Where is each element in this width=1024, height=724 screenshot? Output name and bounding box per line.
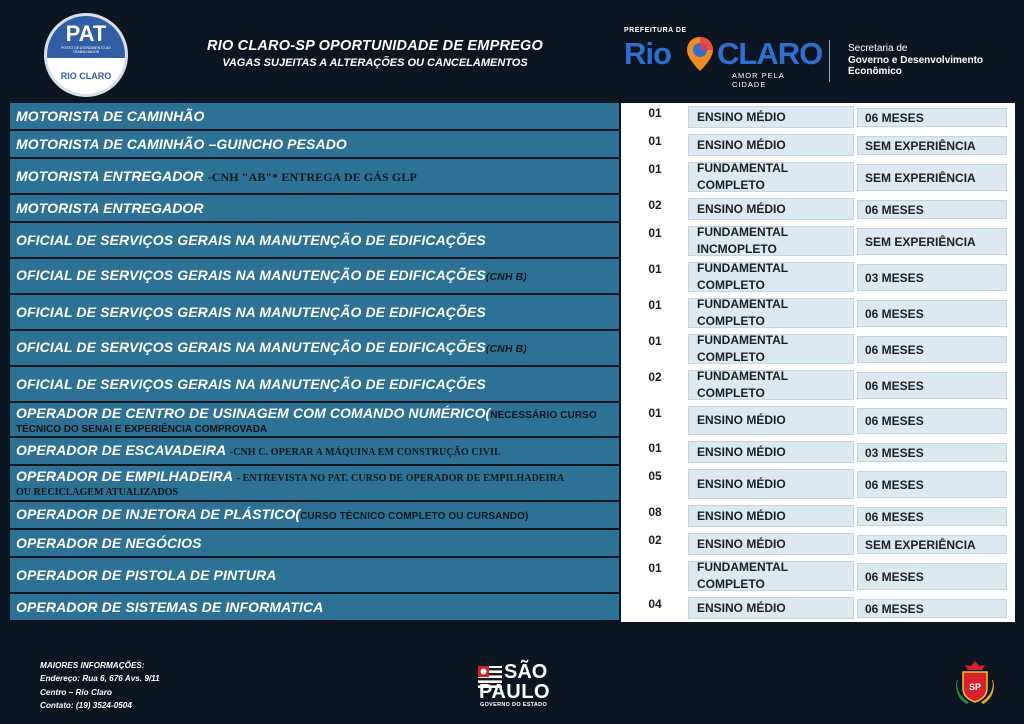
job-experience: 03 MESES (857, 264, 1007, 291)
table-row (10, 103, 1015, 131)
job-experience: 06 MESES (857, 372, 1007, 399)
job-title: OPERADOR DE SISTEMAS DE INFORMATICA (16, 599, 324, 615)
job-title-cell (10, 594, 621, 622)
job-quantity: 05 (648, 469, 662, 483)
job-quantity: 02 (648, 198, 662, 212)
job-education: ENSINO MÉDIO (688, 406, 854, 435)
job-education: FUNDAMENTAL COMPLETO (688, 298, 854, 328)
job-title-cell (10, 103, 621, 131)
job-title-cell (10, 223, 621, 259)
job-details-cell (621, 223, 1015, 259)
job-education: FUNDAMENTAL COMPLETO (688, 262, 854, 292)
job-details-cell (621, 331, 1015, 367)
map-pin-icon (685, 36, 715, 72)
sp-logo-paulo: PAULO (479, 681, 551, 703)
job-details-cell (621, 195, 1015, 223)
job-details-cell (621, 131, 1015, 159)
logo-claro-text: CLARO (717, 36, 823, 71)
job-education: FUNDAMENTAL COMPLETO (688, 561, 854, 591)
job-title: OPERADOR DE ESCAVADEIRA (16, 441, 230, 458)
job-quantity: 01 (648, 406, 662, 420)
job-title: OPERADOR DE CENTRO DE USINAGEM COM COMANDO NUMÉRICO( (16, 404, 491, 421)
logo-rio-text: Rio (624, 36, 671, 71)
job-note: NECESSÁRIO CURSO (490, 409, 597, 421)
job-title-cell (10, 131, 621, 159)
job-title: OPERADOR DE EMPILHADEIRA (16, 468, 237, 484)
job-details-cell (621, 259, 1015, 295)
job-note-continued: OU RECICLAGEM ATUALIZADOS (16, 487, 179, 498)
sp-logo-sao: SÃO (504, 661, 548, 683)
job-details-cell (621, 103, 1015, 131)
job-experience: 06 MESES (857, 563, 1007, 590)
table-row (10, 438, 1015, 466)
job-experience: 06 MESES (857, 471, 1007, 498)
brasao-text: SP (968, 682, 982, 692)
job-experience: SEM EXPERIÊNCIA (857, 535, 1007, 554)
table-row (10, 558, 1015, 594)
header-divider (829, 40, 830, 82)
job-note: -CNH "AB"* ENTREGA DE GÁS GLP (207, 169, 417, 184)
job-details-cell (621, 530, 1015, 558)
job-title-cell (10, 502, 621, 530)
job-title: MOTORISTA DE CAMINHÃO (16, 108, 205, 124)
job-title: OPERADOR DE PISTOLA DE PINTURA (16, 567, 277, 583)
job-education: FUNDAMENTAL COMPLETO (688, 334, 854, 364)
job-quantity: 02 (648, 370, 662, 384)
jobs-table (10, 103, 1015, 622)
job-details-cell (621, 438, 1015, 466)
job-education: FUNDAMENTAL INCMOPLETO (688, 226, 854, 256)
job-details-cell (621, 159, 1015, 195)
job-quantity: 01 (648, 561, 662, 575)
secretaria-line-1: Secretaria de (848, 43, 908, 54)
job-experience: 06 MESES (857, 300, 1007, 327)
job-title: OFICIAL DE SERVIÇOS GERAIS NA MANUTENÇÃO DE EDIFICAÇÕES (16, 304, 486, 320)
prefeitura-label: PREFEITURA DE (624, 27, 687, 34)
secretaria-label (848, 43, 983, 78)
job-quantity: 01 (648, 106, 662, 120)
pat-logo-brand: RIO CLARO (60, 71, 112, 82)
title-line-2: VAGAS SUJEITAS A ALTERAÇÕES OU CANCELAMENTOS (222, 57, 528, 69)
pat-logo-subtitle: POSTO DE ATENDIMENTO AO TRABALHADOR (61, 46, 111, 55)
job-experience: 06 MESES (857, 599, 1007, 618)
job-education: ENSINO MÉDIO (688, 597, 854, 619)
job-details-cell (621, 295, 1015, 331)
table-row (10, 403, 1015, 438)
job-title-cell (10, 195, 621, 223)
job-quantity: 01 (648, 262, 662, 276)
job-title-cell (10, 403, 621, 438)
logo-slogan: AMOR PELA CIDADE (732, 71, 785, 89)
job-quantity: 01 (648, 298, 662, 312)
job-title-cell (10, 530, 621, 558)
job-quantity: 01 (648, 162, 662, 176)
job-title-cell (10, 259, 621, 295)
job-education: ENSINO MÉDIO (688, 441, 854, 463)
job-education: FUNDAMENTAL COMPLETO (688, 162, 854, 192)
job-note: -CNH C. OPERAR A MÁQUINA EM CONSTRUÇÃO CIVIL (229, 446, 501, 458)
table-row (10, 195, 1015, 223)
job-details-cell (621, 403, 1015, 438)
job-experience: 03 MESES (857, 443, 1007, 462)
sao-paulo-logo (478, 662, 554, 710)
secretaria-line-3: Econômico (848, 66, 902, 77)
job-title-cell (10, 558, 621, 594)
job-experience: 06 MESES (857, 108, 1007, 127)
job-education: ENSINO MÉDIO (688, 134, 854, 156)
job-note: - ENTREVISTA NO PAT. CURSO DE OPERADOR DE EMPILHADEIRA (236, 473, 565, 484)
job-title-cell (10, 466, 621, 502)
job-title: MOTORISTA ENTREGADOR (16, 167, 208, 184)
info-title: MAIORES INFORMAÇÕES: (40, 661, 145, 670)
table-row (10, 259, 1015, 295)
table-row (10, 331, 1015, 367)
job-note: (CNH B) (485, 343, 527, 355)
job-title: OFICIAL DE SERVIÇOS GERAIS NA MANUTENÇÃO DE EDIFICAÇÕES (16, 339, 486, 355)
job-quantity: 01 (648, 226, 662, 240)
job-title-cell (10, 331, 621, 367)
job-title: OPERADOR DE INJETORA DE PLÁSTICO( (16, 505, 301, 522)
job-details-cell (621, 367, 1015, 403)
pat-logo (44, 13, 128, 97)
job-title-cell (10, 295, 621, 331)
table-row (10, 502, 1015, 530)
secretaria-line-2: Governo e Desenvolvimento (848, 54, 984, 66)
job-title: MOTORISTA ENTREGADOR (16, 200, 204, 216)
info-district: Centro – Rio Claro (40, 687, 112, 697)
table-row (10, 367, 1015, 403)
job-experience: SEM EXPERIÊNCIA (857, 164, 1007, 191)
job-title-cell (10, 438, 621, 466)
prefeitura-logo (624, 27, 823, 89)
state-coat-of-arms-icon (955, 660, 995, 706)
job-education: ENSINO MÉDIO (688, 198, 854, 220)
job-education: ENSINO MÉDIO (688, 533, 854, 555)
table-row (10, 159, 1015, 195)
job-experience: SEM EXPERIÊNCIA (857, 228, 1007, 255)
job-experience: 06 MESES (857, 507, 1007, 526)
job-quantity: 01 (648, 334, 662, 348)
job-quantity: 02 (648, 533, 662, 547)
table-row (10, 594, 1015, 622)
job-education: ENSINO MÉDIO (688, 469, 854, 499)
job-note: CURSO TÉCNICO COMPLETO OU CURSANDO) (300, 510, 529, 522)
job-title: OPERADOR DE NEGÓCIOS (16, 535, 202, 551)
job-experience: 06 MESES (857, 200, 1007, 219)
table-row (10, 530, 1015, 558)
info-contact: Contato: (19) 3524-0504 (40, 701, 132, 711)
job-details-cell (621, 594, 1015, 622)
job-note-continued: TÉCNICO DO SENAI E EXPERIÊNCIA COMPROVADA (16, 423, 268, 435)
job-education: FUNDAMENTAL COMPLETO (688, 370, 854, 400)
sp-logo-gov: GOVERNO DO ESTADO (480, 702, 548, 708)
page-title (170, 38, 580, 69)
table-row (10, 295, 1015, 331)
job-education: ENSINO MÉDIO (688, 106, 854, 128)
pat-logo-text: PAT (65, 21, 107, 47)
job-title: OFICIAL DE SERVIÇOS GERAIS NA MANUTENÇÃO DE EDIFICAÇÕES (16, 376, 486, 392)
title-line-1: RIO CLARO-SP OPORTUNIDADE DE EMPREGO (207, 38, 543, 54)
table-row (10, 466, 1015, 502)
job-title-cell (10, 159, 621, 195)
job-details-cell (621, 502, 1015, 530)
job-title: OFICIAL DE SERVIÇOS GERAIS NA MANUTENÇÃO DE EDIFICAÇÕES (16, 232, 486, 248)
job-details-cell (621, 558, 1015, 594)
job-quantity: 04 (648, 597, 662, 611)
job-title-cell (10, 367, 621, 403)
job-experience: 06 MESES (857, 336, 1007, 363)
job-quantity: 01 (648, 441, 662, 455)
job-title: MOTORISTA DE CAMINHÃO –GUINCHO PESADO (16, 136, 347, 152)
info-address: Endereço: Rua 6, 676 Avs. 9/11 (40, 674, 160, 684)
job-experience: 06 MESES (857, 408, 1007, 434)
contact-info (40, 659, 160, 713)
table-row (10, 223, 1015, 259)
job-quantity: 08 (648, 505, 662, 519)
job-title: OFICIAL DE SERVIÇOS GERAIS NA MANUTENÇÃO DE EDIFICAÇÕES (16, 267, 486, 283)
job-experience: SEM EXPERIÊNCIA (857, 136, 1007, 155)
job-quantity: 01 (648, 134, 662, 148)
job-details-cell (621, 466, 1015, 502)
table-row (10, 131, 1015, 159)
job-education: ENSINO MÉDIO (688, 505, 854, 527)
job-note: (CNH B) (485, 271, 527, 283)
